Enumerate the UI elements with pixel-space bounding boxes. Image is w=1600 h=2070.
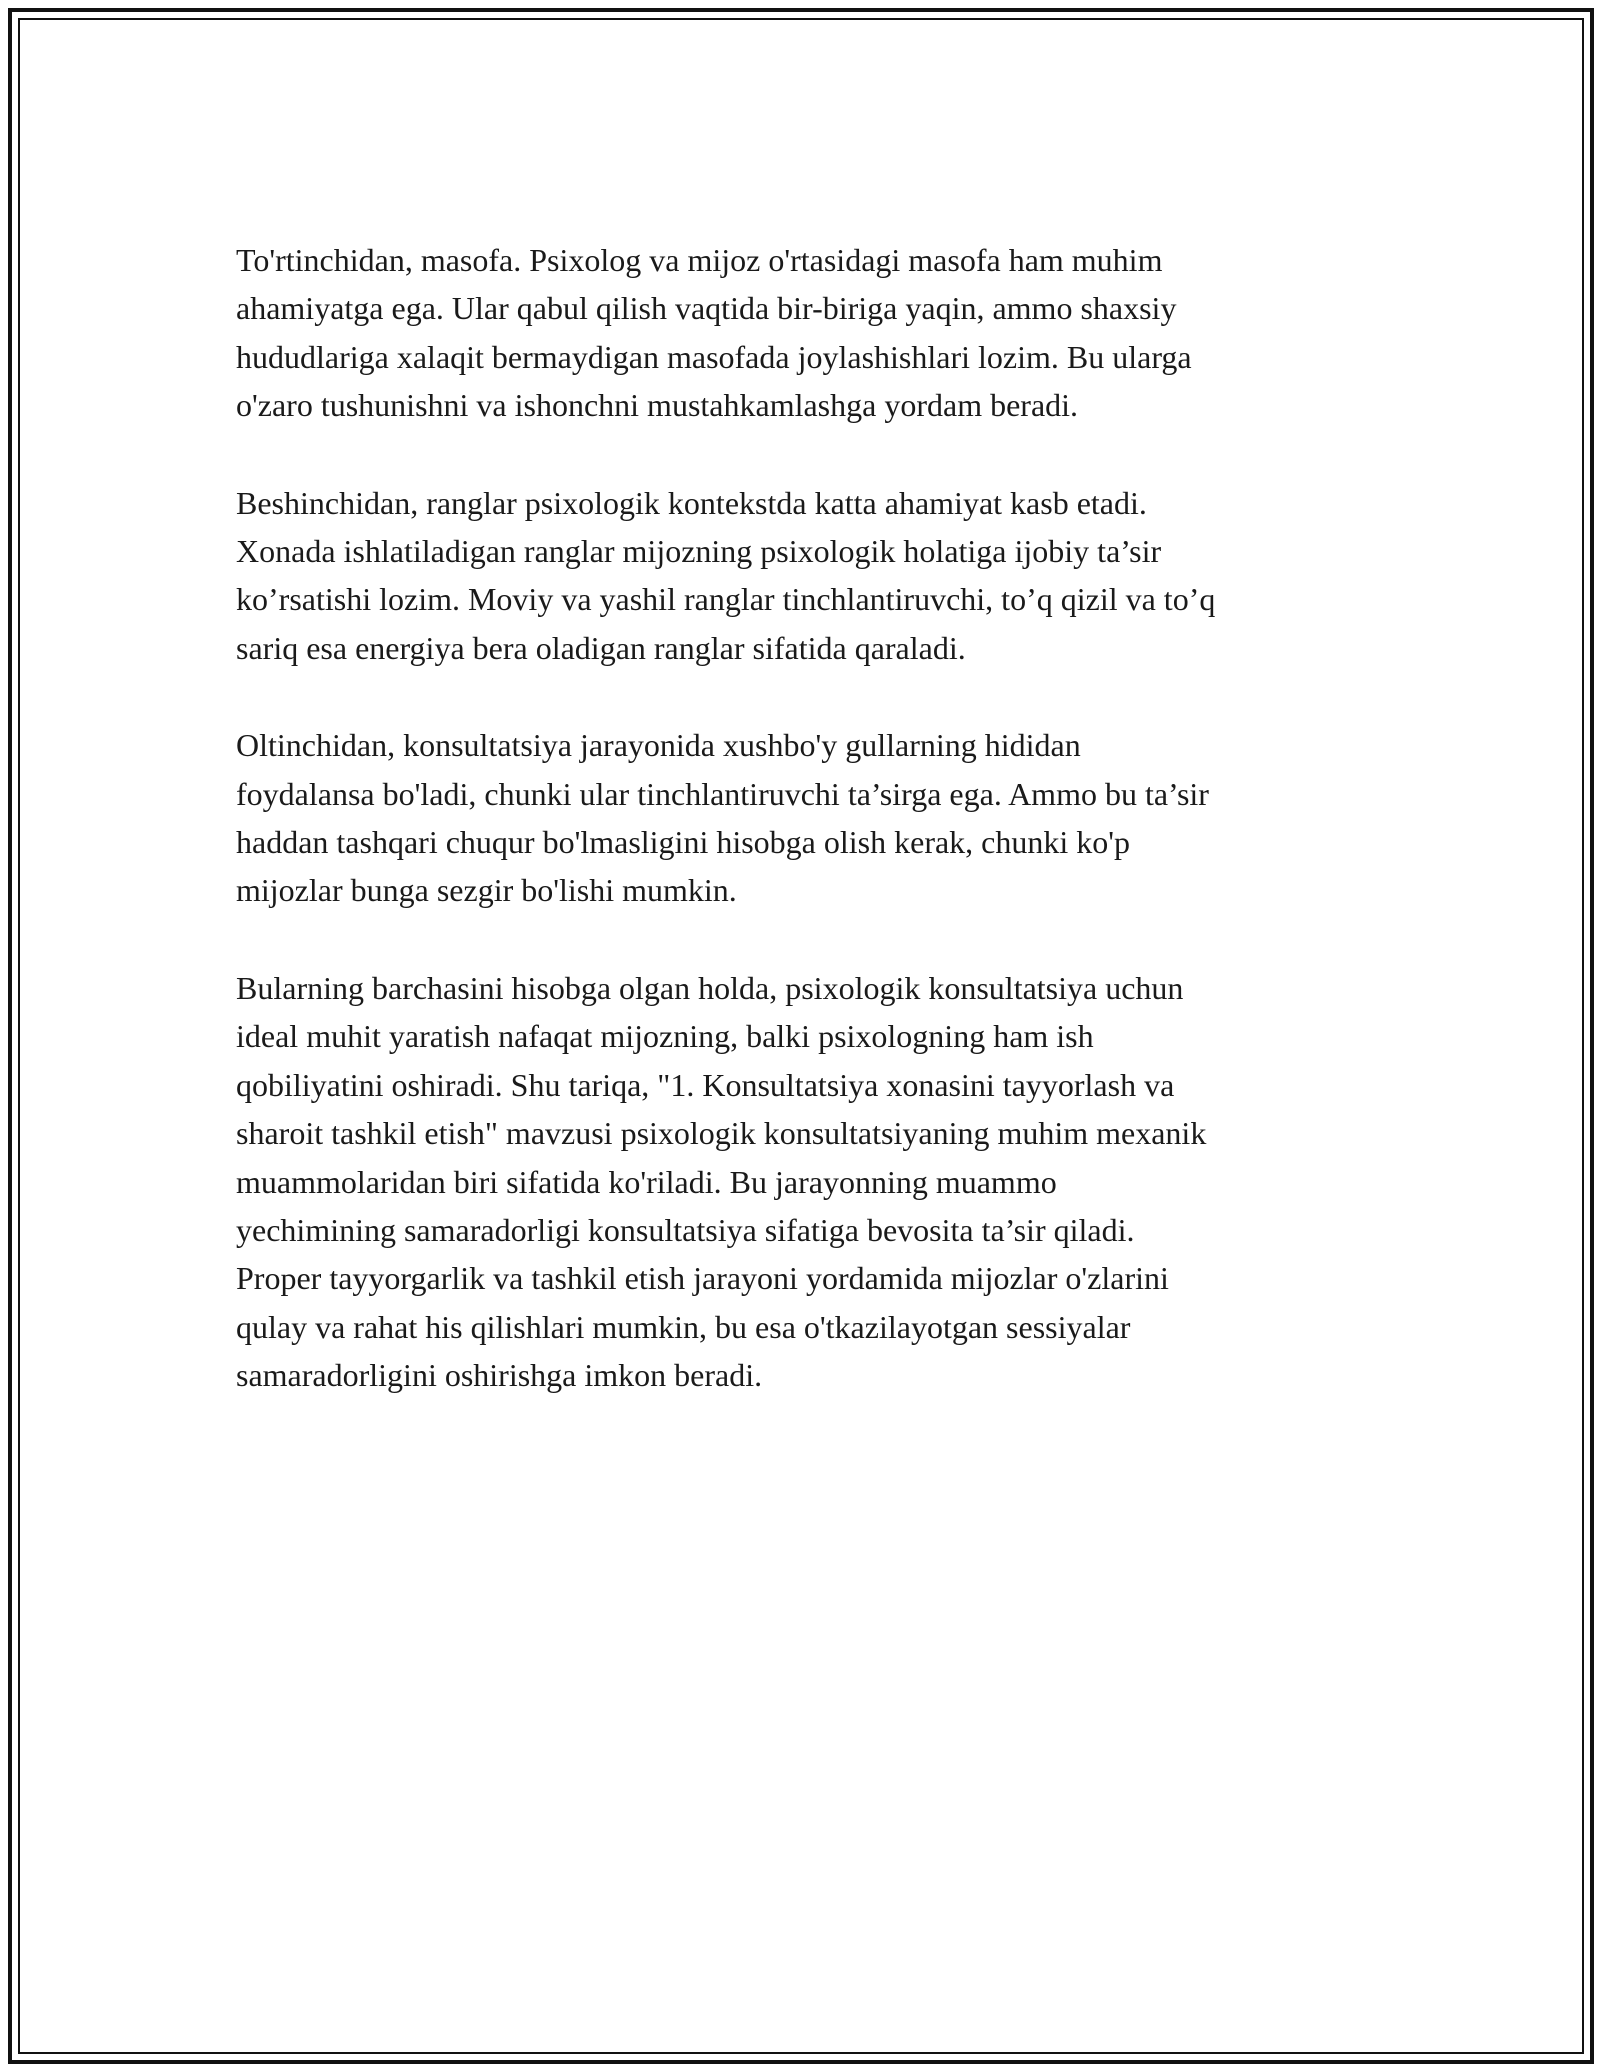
text-line: ideal muhit yaratish nafaqat mijozning, balki psixologning ham ish (236, 1018, 1094, 1055)
text-line: sariq esa energiya bera oladigan ranglar sifatida qaraladi. (236, 629, 966, 666)
text-line: Xonada ishlatiladigan ranglar mijozning psixologik holatiga ijobiy ta’sir (236, 533, 1162, 570)
text-line: muammolaridan biri sifatida ko'riladi. Bu jarayonning muammo (236, 1163, 1057, 1200)
document-body (236, 236, 1376, 1449)
text-line: ko’rsatishi lozim. Moviy va yashil ranglar tinchlantiruvchi, to’q qizil va to’q (236, 581, 1216, 618)
text-line: qobiliyatini oshiradi. Shu tariqa, "1. Konsultatsiya xonasini tayyorlash va (236, 1066, 1175, 1103)
text-line: ahamiyatga ega. Ular qabul qilish vaqtida bir-biriga yaqin, ammo shaxsiy (236, 290, 1177, 327)
text-line: Oltinchidan, konsultatsiya jarayonida xushbo'y gullarning hididan (236, 727, 1081, 764)
text-line: Beshinchidan, ranglar psixologik kontekstda katta ahamiyat kasb etadi. (236, 484, 1147, 521)
text-line: qulay va rahat his qilishlari mumkin, bu esa o'tkazilayotgan sessiyalar (236, 1308, 1131, 1345)
text-line: hududlariga xalaqit bermaydigan masofada joylashishlari lozim. Bu ularga (236, 338, 1192, 375)
paragraph-scents (236, 721, 1376, 915)
paragraph-colors (236, 479, 1376, 673)
text-line: samaradorligini oshirishga imkon beradi. (236, 1357, 763, 1394)
text-line: o'zaro tushunishni va ishonchni mustahkamlashga yordam beradi. (236, 387, 1079, 424)
text-line: sharoit tashkil etish" mavzusi psixologik konsultatsiyaning muhim mexanik (236, 1115, 1207, 1152)
text-line: foydalansa bo'ladi, chunki ular tinchlantiruvchi ta’sirga ega. Ammo bu ta’sir (236, 775, 1209, 812)
paragraph-conclusion (236, 964, 1376, 1400)
text-line: Proper tayyorgarlik va tashkil etish jarayoni yordamida mijozlar o'zlarini (236, 1260, 1169, 1297)
paragraph-distance (236, 236, 1376, 430)
text-line: haddan tashqari chuqur bo'lmasligini hisobga olish kerak, chunki ko'p (236, 824, 1131, 861)
text-line: Bularning barchasini hisobga olgan holda, psixologik konsultatsiya uchun (236, 969, 1184, 1006)
text-line: mijozlar bunga sezgir bo'lishi mumkin. (236, 872, 737, 909)
text-line: yechimining samaradorligi konsultatsiya sifatiga bevosita ta’sir qiladi. (236, 1211, 1135, 1248)
text-line: To'rtinchidan, masofa. Psixolog va mijoz o'rtasidagi masofa ham muhim (236, 242, 1163, 278)
